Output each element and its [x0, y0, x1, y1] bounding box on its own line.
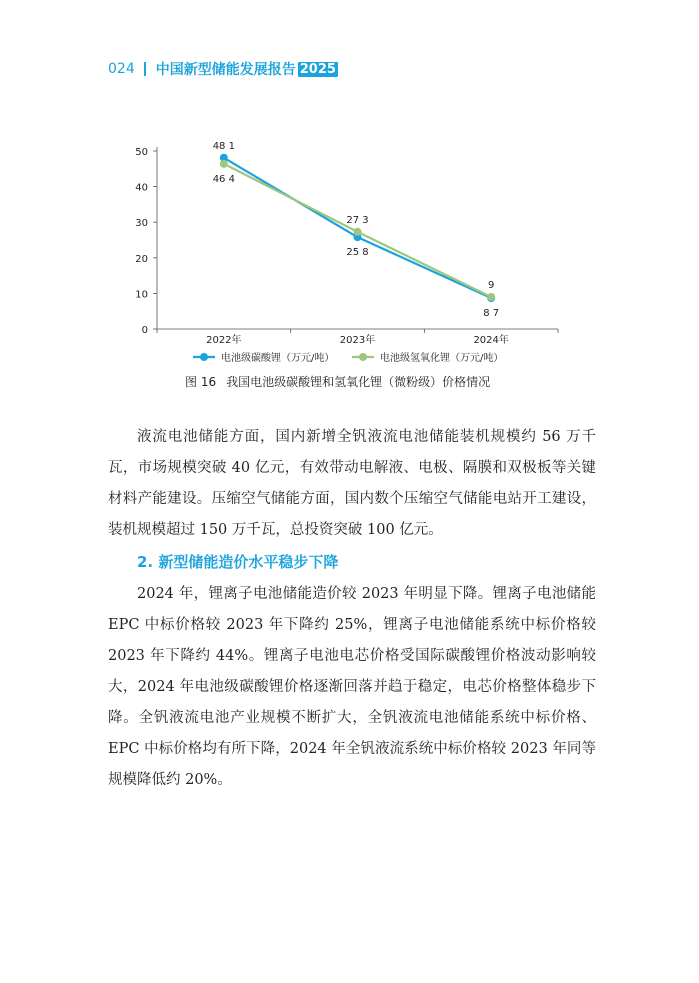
section-heading: 2. 新型储能造价水平稳步下降 — [137, 553, 339, 571]
paragraph-cost-decline: 2024 年，锂离子电池储能造价较 2023 年明显下降。锂离子电池储能 EPC 中标价格较 2023 年下降约 25%，锂离子电池储能系统中标价格较 2023 年下降约 44%。锂离子电池电芯价格受国际碳酸锂价格波动影响较大，2024 年电池级碳酸锂价格逐渐回落并趋于稳定，电芯价格整体稳步下降。全钒液流电池产业规模不断扩大，全钒液流电池储能系统中标价格、EPC 中标价格均有所下降，2024 年全钒液流系统中标价格较 2023 年同等规模降低约 20%。 — [108, 586, 596, 788]
data-point — [354, 228, 362, 236]
data-label: 9 — [487, 279, 495, 291]
legend-swatch-marker — [200, 353, 208, 361]
data-point — [487, 293, 495, 301]
figure-number: 图 16 — [185, 375, 217, 389]
chart-legend — [193, 351, 503, 364]
y-tick-label: 10 — [135, 289, 148, 301]
report-title: 中国新型储能发展报告 — [155, 62, 296, 78]
data-label: 48 1 — [212, 140, 235, 152]
y-tick-label: 40 — [135, 182, 148, 194]
x-tick-label: 2024年 — [473, 335, 509, 346]
legend-swatch-marker — [359, 353, 367, 361]
price-line-chart — [0, 0, 699, 370]
data-point — [220, 160, 228, 168]
report-year-badge: 2025 — [299, 61, 336, 77]
x-tick-label: 2022年 — [206, 335, 242, 346]
y-tick-label: 0 — [141, 325, 148, 336]
figure-title: 我国电池级碳酸锂和氢氧化锂（微粉级）价格情况 — [226, 375, 491, 389]
figure-caption — [185, 373, 490, 390]
paragraph-flow-battery: 液流电池储能方面，国内新增全钒液流电池储能装机规模约 56 万千瓦，市场规模突破 40 亿元，有效带动电解液、电极、隔膜和双极板等关键材料产能建设。压缩空气储能方面，国内数个压缩空气储能电站开工建设，装机规模超过 150 万千瓦，总投资突破 100 亿元。 — [108, 429, 596, 538]
y-tick-label: 20 — [135, 253, 148, 265]
x-tick-label: 2023年 — [339, 335, 376, 346]
data-label: 25 8 — [346, 247, 369, 259]
page-number: 024 — [108, 61, 135, 77]
chart-series — [213, 141, 499, 319]
y-tick-label: 50 — [135, 147, 148, 158]
legend-label: 电池级碳酸锂（万元/吨） — [221, 353, 335, 364]
data-label: 46 4 — [212, 173, 235, 185]
data-label: 27 3 — [346, 214, 369, 226]
y-tick-label: 30 — [135, 218, 148, 230]
legend-label: 电池级氢氧化锂（万元/吨） — [380, 353, 504, 364]
data-label: 8 7 — [483, 308, 500, 320]
